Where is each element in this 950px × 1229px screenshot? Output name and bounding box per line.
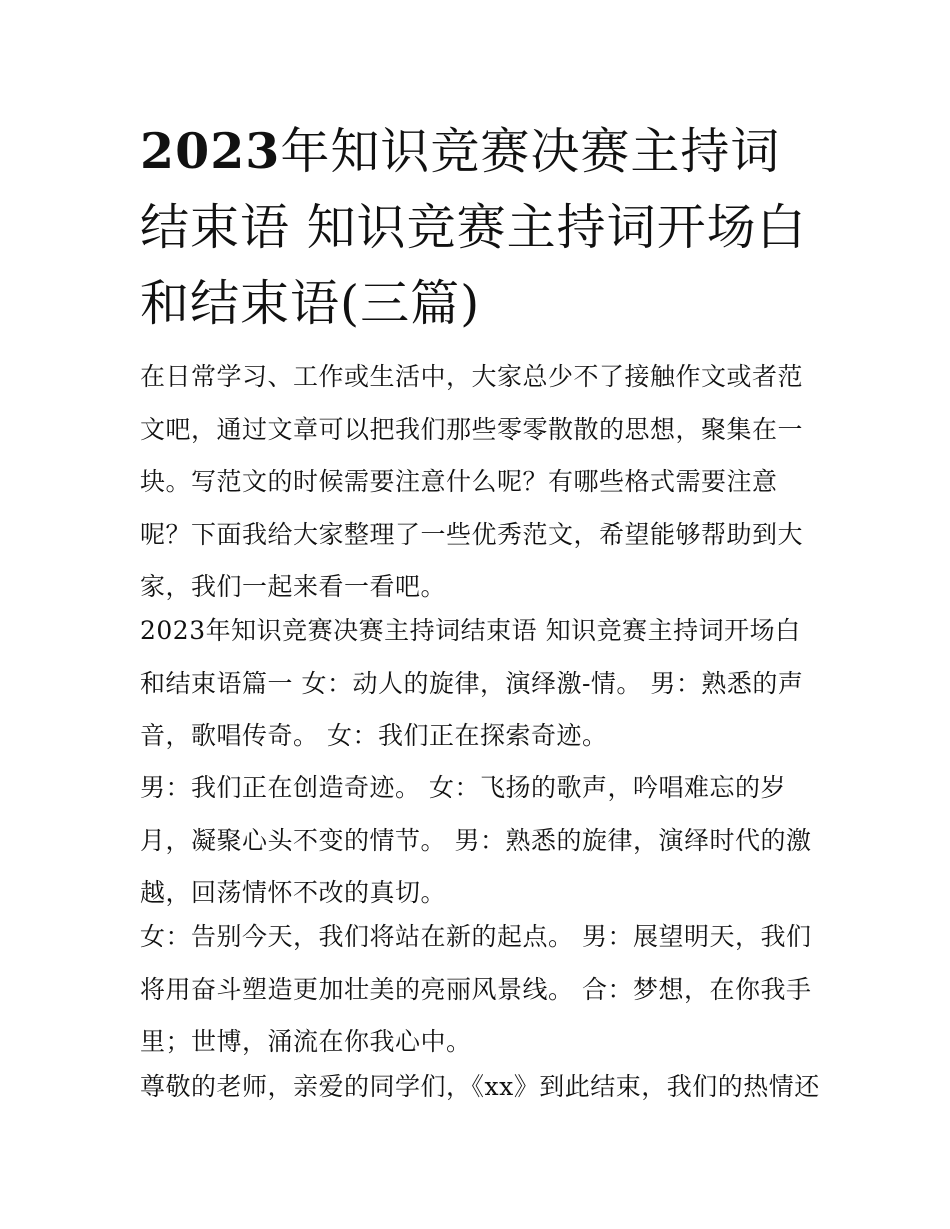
dialog-paragraph-3: 女：告别今天，我们将站在新的起点。 男：展望明天，我们将用奋斗塑造更加壮美的亮丽风景线。 合：梦想，在你我手里；世博，涌流在你我心中。 [140, 922, 812, 1056]
title-text: 年知识竞赛决赛主持词结束语 知识竞赛主持词开场白和结束语(三篇) [140, 123, 807, 332]
title-year: 2023 [140, 122, 281, 180]
dialog-paragraph-2: 男：我们正在创造奇迹。 女：飞扬的歌声，吟唱难忘的岁月，凝聚心头不变的情节。 男：熟悉的旋律，演绎时代的激越，回荡情怀不改的真切。 [140, 773, 812, 907]
document-title [140, 113, 815, 342]
intro-paragraph: 在日常学习、工作或生活中，大家总少不了接触作文或者范文吧，通过文章可以把我们那些零零散散的思想，聚集在一块。写范文的时候需要注意什么呢？有哪些格式需要注意呢？下面我给大家整理了一些优秀范文，希望能够帮助到大家，我们一起来看一看吧。 [140, 362, 804, 601]
section-heading-dialog-paragraph: 2023年知识竞赛决赛主持词结束语 知识竞赛主持词开场白和结束语篇一 女：动人的旋律，演绎激-情。 男：熟悉的声音，歌唱传奇。 女：我们正在探索奇迹。 [140, 616, 804, 750]
closing-paragraph: 尊敬的老师，亲爱的同学们，《xx》到此结束，我们的热情还 [140, 1072, 820, 1101]
